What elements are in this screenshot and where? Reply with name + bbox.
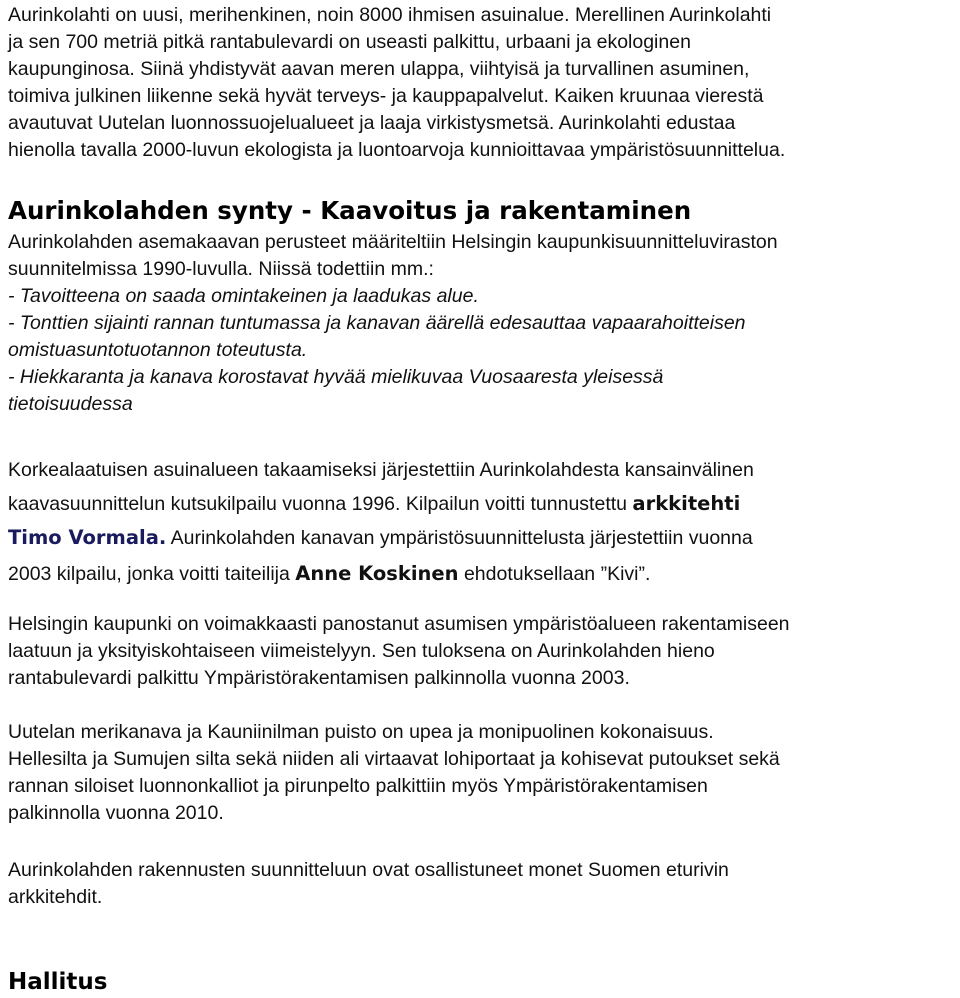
competition-text: Aurinkolahden kanavan ympäristösuunnittelusta järjestettiin vuonna (166, 527, 753, 549)
competition-text: 2003 kilpailu, jonka voitti taiteilija (8, 563, 296, 585)
intro-line: Aurinkolahti on uusi, merihenkinen, noin 8000 ihmisen asuinalue. Merellinen Aurinkolahti (8, 4, 772, 26)
architects-paragraph (8, 857, 729, 911)
investment-paragraph (8, 611, 790, 692)
competition-line (8, 557, 754, 591)
canal-line: palkinnolla vuonna 2010. (8, 802, 224, 824)
artist-name: Anne Koskinen (295, 562, 459, 585)
section1-line: Aurinkolahden asemakaavan perusteet määriteltiin Helsingin kaupunkisuunnitteluviraston (8, 231, 778, 253)
canal-line: Hellesilta ja Sumujen silta sekä niiden ali virtaavat lohiportaat ja kohisevat putoukset sekä (8, 748, 780, 770)
competition-line: Korkealaatuisen asuinalueen takaamiseksi järjestettiin Aurinkolahdesta kansainvälinen (8, 459, 754, 481)
intro-line: kaupunginosa. Siinä yhdistyvät aavan meren ulappa, viihtyisä ja turvallinen asuminen, (8, 58, 750, 80)
section1-italic-line: omistuasuntotuotannon toteutusta. (8, 339, 308, 361)
architects-line: arkkitehdit. (8, 886, 103, 908)
section1-italic-line: - Hiekkaranta ja kanava korostavat hyvää mielikuvaa Vuosaaresta yleisessä (8, 366, 664, 388)
competition-text: kaavasuunnittelun kutsukilpailu vuonna 1996. Kilpailun voitti tunnustettu (8, 493, 633, 515)
intro-line: avautuvat Uutelan luonnossuojelualueet ja laaja virkistysmetsä. Aurinkolahti edustaa (8, 112, 736, 134)
architect-name: Timo Vormala. (8, 526, 167, 549)
section1-italic-line: tietoisuudessa (8, 393, 133, 415)
investment-line: Helsingin kaupunki on voimakkaasti panostanut asumisen ympäristöalueen rakentamiseen (8, 613, 790, 635)
intro-line: hienolla tavalla 2000-luvun ekologista ja luontoarvoja kunnioittavaa ympäristösuunnittelua. (8, 139, 786, 161)
section-heading-hallitus: Hallitus (8, 969, 108, 995)
competition-line (8, 487, 754, 521)
canal-line: Uutelan merikanava ja Kauniinilman puisto on upea ja monipuolinen kokonaisuus. (8, 721, 714, 743)
investment-line: rantabulevardi palkittu Ympäristörakentamisen palkinnolla vuonna 2003. (8, 667, 630, 689)
architect-title: arkkitehti (632, 492, 741, 515)
investment-line: laatuun ja yksityiskohtaiseen viimeistelyyn. Sen tuloksena on Aurinkolahden hieno (8, 640, 715, 662)
section1-paragraph (8, 229, 778, 418)
canal-line: rannan siloiset luonnonkalliot ja pirunpelto palkittiin myös Ympäristörakentamisen (8, 775, 708, 797)
canal-paragraph (8, 719, 780, 827)
section-heading-kaavoitus: Aurinkolahden synty - Kaavoitus ja rakentaminen (8, 196, 692, 225)
section1-italic-line: - Tonttien sijainti rannan tuntumassa ja kanavan äärellä edesauttaa vapaarahoitteisen (8, 312, 746, 334)
section1-line: suunnitelmissa 1990-luvulla. Niissä todettiin mm.: (8, 258, 434, 280)
competition-line (8, 521, 754, 555)
intro-paragraph (8, 2, 785, 164)
section1-italic-line: - Tavoitteena on saada omintakeinen ja laadukas alue. (8, 285, 479, 307)
architects-line: Aurinkolahden rakennusten suunnitteluun ovat osallistuneet monet Suomen eturivin (8, 859, 729, 881)
intro-line: toimiva julkinen liikenne sekä hyvät terveys- ja kauppapalvelut. Kaiken kruunaa vierestä (8, 85, 764, 107)
competition-paragraph (8, 454, 754, 591)
intro-line: ja sen 700 metriä pitkä rantabulevardi on useasti palkittu, urbaani ja ekologinen (8, 31, 691, 53)
competition-text: ehdotuksellaan ”Kivi”. (458, 563, 651, 585)
